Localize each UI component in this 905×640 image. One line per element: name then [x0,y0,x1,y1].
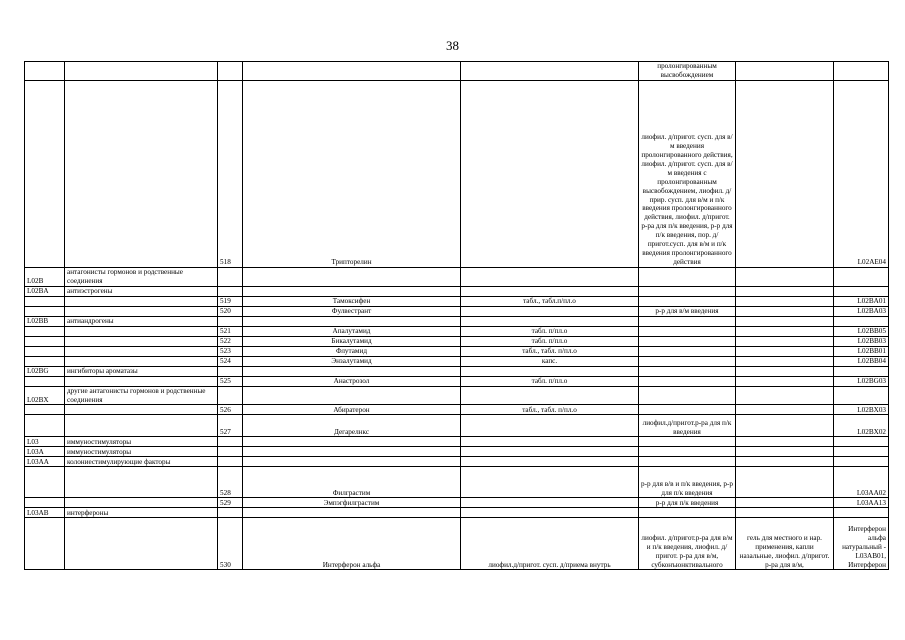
dosage-form-injection [639,356,736,366]
atc-code: L02BA03 [834,306,889,316]
group-name: интерфероны [65,508,218,518]
dosage-form-injection [639,386,736,405]
atc-group-code [25,356,65,366]
atc-code: L02BB04 [834,356,889,366]
row-number: 521 [218,326,243,336]
atc-group-code [25,498,65,508]
table-row [25,447,889,457]
atc-code [834,366,889,376]
dosage-form-topical [736,508,834,518]
row-number [218,366,243,376]
drug-name [243,386,461,405]
table-row [25,326,889,336]
dosage-form-oral [461,267,639,286]
group-name [65,62,218,81]
table-row [25,80,889,267]
drug-name: Апалутамид [243,326,461,336]
dosage-form-oral [461,80,639,267]
dosage-form-oral [461,366,639,376]
drug-name: Флутамид [243,346,461,356]
row-number: 527 [218,415,243,437]
row-number [218,62,243,81]
dosage-form-topical [736,286,834,296]
atc-group-code [25,306,65,316]
dosage-form-topical [736,306,834,316]
table-row [25,366,889,376]
table-row [25,267,889,286]
dosage-form-topical [736,366,834,376]
dosage-form-topical [736,498,834,508]
atc-code: L02BB03 [834,336,889,346]
row-number: 528 [218,467,243,498]
dosage-form-oral [461,316,639,326]
group-name: иммуностимуляторы [65,447,218,457]
atc-code [834,286,889,296]
dosage-form-topical [736,376,834,386]
dosage-form-injection [639,296,736,306]
dosage-form-oral: табл. п/пл.о [461,376,639,386]
dosage-form-oral [461,457,639,467]
group-name: антагонисты гормонов и родственные соединения [65,267,218,286]
dosage-form-injection: пролонгированным высвобождением [639,62,736,81]
group-name [65,336,218,346]
atc-group-code [25,80,65,267]
row-number [218,267,243,286]
dosage-form-injection: р-р для в/в и п/к введения, р-р для п/к введения [639,467,736,498]
group-name [65,376,218,386]
dosage-form-oral [461,437,639,447]
group-name: антиэстрогены [65,286,218,296]
row-number [218,437,243,447]
dosage-form-injection [639,437,736,447]
row-number: 530 [218,518,243,570]
dosage-form-injection [639,286,736,296]
atc-group-code [25,376,65,386]
dosage-form-oral [461,415,639,437]
dosage-form-topical [736,316,834,326]
atc-code: L02BB05 [834,326,889,336]
atc-group-code [25,62,65,81]
dosage-form-topical [736,415,834,437]
dosage-form-topical [736,405,834,415]
table-row [25,498,889,508]
atc-code: L02BX03 [834,405,889,415]
dosage-form-oral: табл., табл.п/пл.о [461,296,639,306]
dosage-form-injection [639,316,736,326]
dosage-form-topical [736,267,834,286]
dosage-form-topical [736,296,834,306]
dosage-form-injection [639,326,736,336]
atc-group-code: L02BG [25,366,65,376]
dosage-form-topical [736,467,834,498]
dosage-form-oral [461,306,639,316]
drug-name: Бикалутамид [243,336,461,346]
row-number: 518 [218,80,243,267]
group-name [65,356,218,366]
atc-code [834,437,889,447]
dosage-form-oral [461,286,639,296]
atc-group-code [25,518,65,570]
group-name [65,498,218,508]
table-row [25,296,889,306]
atc-group-code [25,326,65,336]
dosage-form-injection: р-р для п/к введения [639,498,736,508]
dosage-form-topical [736,346,834,356]
table-row [25,405,889,415]
dosage-form-injection [639,346,736,356]
dosage-form-oral [461,62,639,81]
drug-name: Энзалутамид [243,356,461,366]
dosage-form-oral [461,447,639,457]
group-name [65,415,218,437]
table-row [25,457,889,467]
row-number: 526 [218,405,243,415]
dosage-form-topical [736,447,834,457]
drug-name: Абиратерон [243,405,461,415]
table-row [25,518,889,570]
dosage-form-injection [639,336,736,346]
atc-code [834,457,889,467]
group-name: другие антагонисты гормонов и родственные соединения [65,386,218,405]
drug-name [243,437,461,447]
atc-group-code: L02BB [25,316,65,326]
dosage-form-oral: табл. п/пл.о [461,326,639,336]
group-name [65,80,218,267]
table-row [25,415,889,437]
dosage-form-injection [639,457,736,467]
dosage-form-topical [736,386,834,405]
dosage-form-injection: лиофил.д/пригот.р-ра для п/к введения [639,415,736,437]
dosage-form-oral: капс. [461,356,639,366]
drug-name [243,447,461,457]
drug-name [243,267,461,286]
dosage-form-oral: табл. п/пл.о [461,336,639,346]
atc-code: Интерферон альфа натуральный - L03AB01, Интерферон [834,518,889,570]
atc-code: L02BB01 [834,346,889,356]
dosage-form-injection: лиофил. д/пригот. сусп. для в/м введения пролонгированного действия, лиофил. д/пригот. сусп. для в/м введения с пролонгированным высвобождением, лиофил. д/прир. сусп. для в/м и п/к введения пролонгированного действия, лиофил. д/пригот. р-ра для п/к введения, р-р для п/к введения, пор. д/пригот.сусп. для в/м и п/к введения пролонгированного действия [639,80,736,267]
dosage-form-topical: гель для местного и нар. применения, капли назальные, лиофил. д/пригот. р-ра для в/м, [736,518,834,570]
group-name [65,346,218,356]
group-name: антиандрогены [65,316,218,326]
table-row [25,508,889,518]
group-name [65,296,218,306]
dosage-form-oral [461,498,639,508]
atc-group-code [25,405,65,415]
atc-code: L03AA02 [834,467,889,498]
table-row [25,346,889,356]
table-row [25,437,889,447]
atc-code [834,62,889,81]
row-number [218,386,243,405]
group-name [65,306,218,316]
atc-group-code [25,415,65,437]
drug-name: Трипторелин [243,80,461,267]
atc-group-code: L03A [25,447,65,457]
dosage-form-oral [461,467,639,498]
row-number: 529 [218,498,243,508]
atc-group-code [25,336,65,346]
row-number [218,457,243,467]
dosage-form-oral [461,386,639,405]
drug-name: Анастрозол [243,376,461,386]
dosage-form-oral: табл., табл. п/пл.о [461,405,639,415]
atc-code: L02BX02 [834,415,889,437]
dosage-form-injection [639,376,736,386]
drug-name: Эмпэгфилграстим [243,498,461,508]
dosage-form-topical [736,336,834,346]
atc-code [834,508,889,518]
row-number [218,508,243,518]
row-number [218,447,243,457]
table-row [25,467,889,498]
dosage-form-injection [639,267,736,286]
dosage-form-injection [639,447,736,457]
table-row [25,386,889,405]
table-row [25,356,889,366]
group-name: иммуностимуляторы [65,437,218,447]
atc-code [834,386,889,405]
dosage-form-oral: табл., табл. п/пл.о [461,346,639,356]
atc-code: L02AE04 [834,80,889,267]
drug-table [24,61,886,570]
drug-name: Тамоксифен [243,296,461,306]
dosage-form-topical [736,326,834,336]
atc-code [834,316,889,326]
drug-name [243,457,461,467]
atc-code [834,267,889,286]
page-number: 38 [446,38,459,53]
drug-name [243,286,461,296]
table-row [25,286,889,296]
dosage-form-oral: лиофил.д/пригот. сусп. д/приема внутрь [461,518,639,570]
group-name: колониестимулирующие факторы [65,457,218,467]
dosage-form-injection [639,508,736,518]
dosage-form-injection [639,405,736,415]
atc-code: L02BG03 [834,376,889,386]
drug-name: Интерферон альфа [243,518,461,570]
dosage-form-topical [736,80,834,267]
atc-group-code: L03AB [25,508,65,518]
drug-name [243,508,461,518]
drug-name [243,316,461,326]
group-name [65,518,218,570]
dosage-form-topical [736,437,834,447]
row-number: 522 [218,336,243,346]
dosage-form-topical [736,457,834,467]
dosage-form-topical [736,356,834,366]
atc-group-code: L03AA [25,457,65,467]
atc-code: L02BA01 [834,296,889,306]
drug-name: Дегарелнкс [243,415,461,437]
dosage-form-topical [736,62,834,81]
row-number: 520 [218,306,243,316]
atc-code [834,447,889,457]
drug-name: Фулвестрант [243,306,461,316]
atc-group-code: L02B [25,267,65,286]
atc-group-code: L02BA [25,286,65,296]
atc-group-code [25,346,65,356]
drug-name: Филграстим [243,467,461,498]
drug-name [243,366,461,376]
table-row [25,316,889,326]
row-number [218,286,243,296]
group-name [65,405,218,415]
row-number: 524 [218,356,243,366]
group-name: ингибиторы ароматазы [65,366,218,376]
group-name [65,326,218,336]
row-number [218,316,243,326]
row-number: 523 [218,346,243,356]
group-name [65,467,218,498]
table-row [25,62,889,81]
table-row [25,306,889,316]
atc-group-code: L03 [25,437,65,447]
atc-group-code: L02BX [25,386,65,405]
row-number: 519 [218,296,243,306]
dosage-form-oral [461,508,639,518]
atc-code: L03AA13 [834,498,889,508]
row-number: 525 [218,376,243,386]
drug-name [243,62,461,81]
dosage-form-injection: р-р для в/м введения [639,306,736,316]
table-row [25,336,889,346]
dosage-form-injection [639,366,736,376]
atc-group-code [25,296,65,306]
table-row [25,376,889,386]
atc-group-code [25,467,65,498]
dosage-form-injection: лиофил. д/пригот.р-ра для в/м и п/к введения, лиофил. д/пригот. р-ра для в/м, субконъюнктивального [639,518,736,570]
